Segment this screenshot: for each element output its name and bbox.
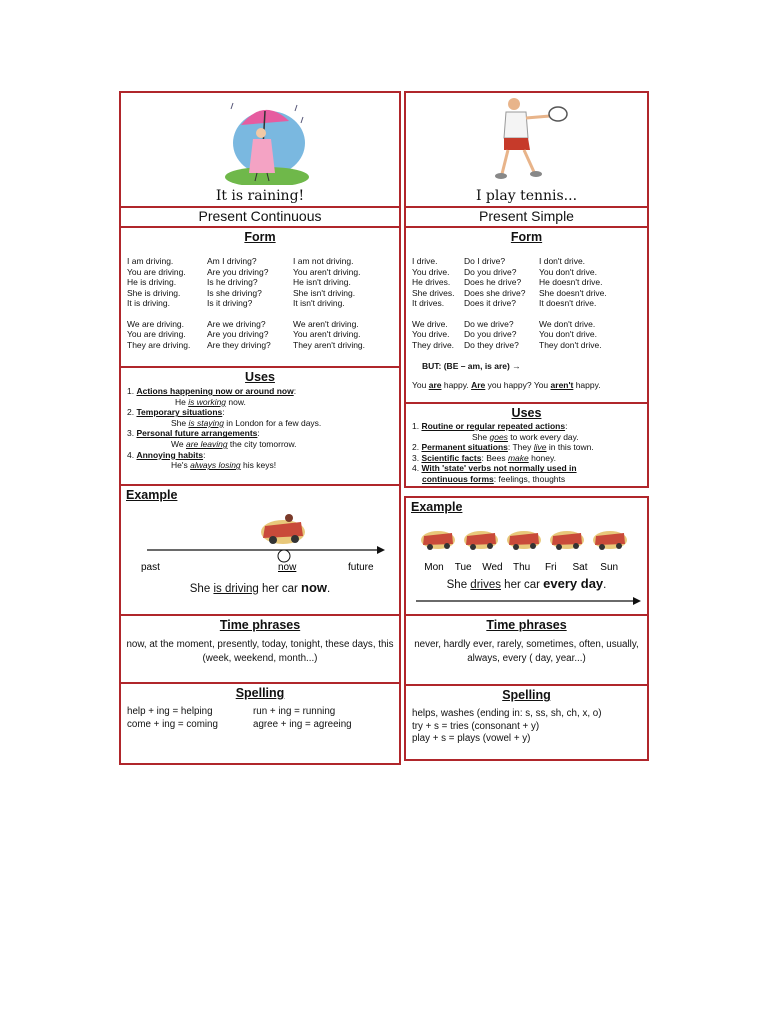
ex-text: her car — [258, 583, 302, 595]
form-cell: He drives. — [412, 277, 451, 287]
ex-text: We — [171, 438, 186, 449]
form-cell: Do I drive? — [464, 256, 506, 266]
use-title: Scientific facts — [421, 452, 482, 463]
spelling-list — [121, 700, 399, 731]
example-heading: Example — [411, 500, 463, 514]
example-heading: Example — [126, 488, 178, 502]
use-title: continuous forms — [422, 473, 494, 484]
uses-box — [404, 402, 649, 488]
be-exception-note: BUT: (BE – am, is are) → — [422, 361, 521, 371]
picture-caption: It is raining! — [215, 188, 305, 204]
now-marker — [278, 550, 290, 562]
timeline-future: future — [348, 562, 374, 573]
use-colon: : — [565, 421, 568, 431]
uses-list — [121, 386, 399, 471]
car-icon — [261, 514, 305, 544]
use-num: 2. — [127, 407, 135, 418]
form-cell: Are you driving? — [207, 266, 269, 277]
form-cell: He doesn't drive. — [539, 277, 603, 287]
form-cell: You aren't driving. — [293, 329, 361, 339]
form-cell: Does it drive? — [464, 298, 516, 308]
use-title: Actions happening now or around now — [136, 386, 294, 396]
form-heading: Form — [510, 230, 543, 244]
timeline-arrowhead — [377, 546, 385, 554]
form-cell: Do we drive? — [464, 318, 514, 329]
day-label: Thu — [512, 562, 531, 573]
form-cell: I am not driving. — [293, 256, 354, 266]
spelling-item: help + ing = helping — [127, 706, 213, 717]
form-cell: Do you drive? — [464, 329, 517, 339]
ex-verb: live — [533, 442, 547, 453]
day-label: Tue — [454, 562, 472, 573]
ex-text: to work every day. — [507, 431, 579, 442]
example-box — [404, 496, 649, 616]
form-heading: Form — [244, 230, 276, 244]
form-cell: Am I driving? — [207, 256, 257, 266]
use-example-1 — [127, 397, 393, 408]
form-cell: You don't drive. — [539, 266, 598, 277]
form-cell: Is she driving? — [207, 287, 262, 298]
form-cell: They drive. — [412, 339, 455, 350]
day-label: Sun — [600, 562, 619, 573]
form-cell: You don't drive. — [539, 329, 598, 339]
use-num: 4. — [127, 449, 135, 460]
use-example-3 — [127, 439, 393, 450]
use-title: Annoying habits — [136, 449, 204, 460]
use-colon: : — [222, 407, 225, 418]
use-item-4 — [127, 450, 393, 461]
ex-text: : feelings, thoughts — [493, 473, 566, 484]
ex-text: : Bees — [481, 452, 508, 463]
ex-verb: are — [428, 379, 442, 390]
form-table-plural — [121, 319, 399, 351]
form-box — [404, 226, 649, 404]
use-num: 2. — [412, 442, 420, 453]
ex-text: you happy? You — [485, 379, 551, 390]
form-cell: You aren't driving. — [293, 266, 361, 277]
use-num: 4. — [412, 463, 420, 474]
timeline-diagram — [121, 506, 399, 584]
use-item-2 — [127, 407, 393, 418]
form-cell: She isn't driving. — [293, 287, 356, 298]
time-phrases-text: now, at the moment, presently, today, tonight, these days, this (week, weekend, month...) — [126, 639, 394, 664]
day-label: Wed — [482, 562, 503, 573]
use-item-4-cont — [412, 474, 641, 485]
time-phrases-heading: Time phrases — [486, 618, 567, 632]
form-cell: Do you drive? — [464, 266, 517, 277]
car-icon — [464, 531, 498, 550]
rain-picture-box — [119, 91, 401, 208]
tense-title-box — [119, 206, 401, 228]
ex-text: now. — [226, 396, 246, 407]
example-sentence — [121, 580, 399, 595]
form-cell: I drive. — [412, 256, 438, 266]
use-colon: : — [203, 449, 206, 460]
use-num: 3. — [127, 428, 135, 439]
ex-text: She — [189, 583, 214, 595]
car-icon — [550, 531, 584, 550]
time-phrases-text: never, hardly ever, rarely, sometimes, often, usually, always, every ( day, year...) — [414, 639, 639, 664]
ex-verb: goes — [489, 431, 508, 442]
time-phrases-heading: Time phrases — [219, 618, 301, 632]
ex-text: the city tomorrow. — [227, 438, 297, 449]
uses-box — [119, 366, 401, 486]
timeline-past: past — [141, 562, 160, 573]
example-box — [119, 484, 401, 616]
ex-verb: are leaving — [185, 438, 228, 449]
form-cell: Are you driving? — [207, 329, 269, 339]
form-cell: You drive. — [412, 266, 450, 277]
use-item-1 — [412, 421, 641, 432]
form-cell: Does she drive? — [464, 287, 526, 298]
spelling-heading: Spelling — [235, 686, 285, 700]
use-num: 3. — [412, 452, 420, 463]
ex-text: honey. — [528, 452, 556, 463]
spelling-item: agree + ing = agreeing — [253, 718, 352, 730]
timeline-now: now — [278, 562, 297, 573]
form-cell: Is it driving? — [207, 298, 253, 308]
car-icon — [421, 531, 455, 550]
ex-text: . — [327, 583, 331, 595]
car-icon — [507, 531, 541, 550]
ex-text: . — [603, 579, 607, 591]
form-cell: It drives. — [412, 298, 445, 308]
uses-heading: Uses — [511, 406, 542, 420]
ex-text: He — [175, 396, 189, 407]
day-label: Mon — [424, 562, 444, 573]
form-table-singular — [121, 256, 399, 309]
form-cell: It is driving. — [127, 298, 170, 308]
tense-title: Present Simple — [479, 208, 574, 224]
spelling-list — [406, 702, 647, 746]
ex-text: You — [412, 379, 429, 390]
day-label: Fri — [544, 562, 557, 573]
weekly-cars-diagram — [406, 524, 647, 578]
spelling-item: run + ing = running — [253, 706, 336, 717]
ex-text: in London for a few days. — [223, 417, 322, 428]
form-cell: We aren't driving. — [293, 318, 359, 329]
ex-text: happy. — [573, 379, 601, 390]
ex-verb: always losing — [190, 460, 241, 471]
picture-caption: I play tennis... — [475, 188, 578, 204]
use-num: 1. — [127, 386, 135, 396]
ex-text: He's — [171, 460, 191, 471]
use-item-4 — [412, 463, 641, 474]
form-cell: They don't drive. — [539, 339, 602, 350]
form-cell: We don't drive. — [539, 318, 596, 329]
tennis-player-icon — [492, 94, 582, 186]
use-item-3 — [127, 428, 393, 439]
form-table-plural — [406, 319, 647, 351]
ex-emphasis: every day — [543, 576, 604, 591]
form-cell: It doesn't drive. — [539, 298, 597, 308]
ex-verb: make — [507, 452, 529, 463]
ex-text: his keys! — [240, 460, 277, 471]
timeline-arrow — [406, 594, 647, 608]
form-cell: She is driving. — [127, 287, 181, 298]
use-title: Routine or regular repeated actions — [421, 421, 566, 431]
form-cell: You drive. — [412, 329, 450, 339]
uses-list — [406, 421, 647, 485]
use-colon: : — [293, 386, 297, 396]
ex-text: She — [446, 579, 471, 591]
form-table-singular — [406, 256, 647, 309]
spelling-heading: Spelling — [502, 688, 551, 702]
ex-emphasis: now — [301, 580, 328, 595]
use-title: Temporary situations — [136, 407, 223, 418]
form-cell: Are we driving? — [207, 318, 266, 329]
ex-text: She — [171, 417, 189, 428]
use-example-2 — [127, 418, 393, 429]
ex-text: happy. — [441, 379, 472, 390]
form-cell: Is he driving? — [207, 277, 258, 287]
ex-verb: Are — [471, 379, 486, 390]
ex-verb: is driving — [213, 583, 259, 595]
form-cell: They aren't driving. — [293, 339, 366, 350]
form-cell: You are driving. — [127, 266, 186, 277]
spelling-item: play + s = plays (vowel + y) — [412, 733, 531, 744]
ex-verb: drives — [470, 579, 501, 591]
form-cell: You are driving. — [127, 329, 186, 339]
tense-title: Present Continuous — [198, 208, 322, 224]
spelling-item: come + ing = coming — [127, 718, 218, 730]
use-colon: : — [257, 428, 260, 439]
use-item-1 — [127, 386, 393, 397]
form-cell: Do they drive? — [464, 339, 519, 350]
form-cell: We drive. — [412, 318, 448, 329]
ex-verb: is working — [188, 396, 227, 407]
form-cell: We are driving. — [127, 318, 185, 329]
spelling-box — [404, 684, 649, 761]
form-cell: Does he drive? — [464, 277, 522, 287]
ex-verb: is staying — [188, 417, 224, 428]
use-example-4 — [127, 460, 393, 471]
time-phrases-box — [404, 614, 649, 686]
form-cell: He isn't driving. — [293, 277, 351, 287]
use-item-2 — [412, 442, 641, 453]
ex-text: : They — [507, 442, 534, 453]
girl-umbrella-icon — [219, 97, 309, 185]
form-box — [119, 226, 401, 368]
uses-heading: Uses — [245, 370, 275, 384]
be-example — [406, 380, 647, 391]
form-cell: He is driving. — [127, 277, 177, 287]
use-title: Permanent situations — [421, 442, 508, 453]
form-cell: She doesn't drive. — [539, 287, 607, 298]
ex-text: She — [472, 431, 490, 442]
spelling-item: helps, washes (ending in: s, ss, sh, ch, x, o) — [412, 708, 602, 719]
ex-text: in this town. — [546, 442, 594, 453]
form-cell: I don't drive. — [539, 256, 586, 266]
form-cell: Are they driving? — [207, 339, 271, 350]
form-cell: She drives. — [412, 287, 455, 298]
form-cell: It isn't driving. — [293, 298, 345, 308]
spelling-box — [119, 682, 401, 765]
tense-title-box — [404, 206, 649, 228]
form-cell: I am driving. — [127, 256, 174, 266]
tennis-picture-box — [404, 91, 649, 208]
use-num: 1. — [412, 421, 420, 431]
spelling-item: try + s = tries (consonant + y) — [412, 720, 540, 732]
use-item-3 — [412, 453, 641, 464]
ex-text: her car — [500, 579, 544, 591]
use-title: Personal future arrangements — [136, 428, 258, 439]
timeline-arrowhead — [633, 597, 641, 605]
form-cell: They are driving. — [127, 339, 191, 350]
day-label: Sat — [572, 562, 588, 573]
use-title: With 'state' verbs not normally used in — [421, 463, 577, 474]
example-sentence — [406, 576, 647, 591]
time-phrases-box — [119, 614, 401, 684]
car-icon — [593, 531, 627, 550]
use-example-1 — [412, 432, 641, 443]
ex-verb: aren't — [550, 379, 574, 390]
